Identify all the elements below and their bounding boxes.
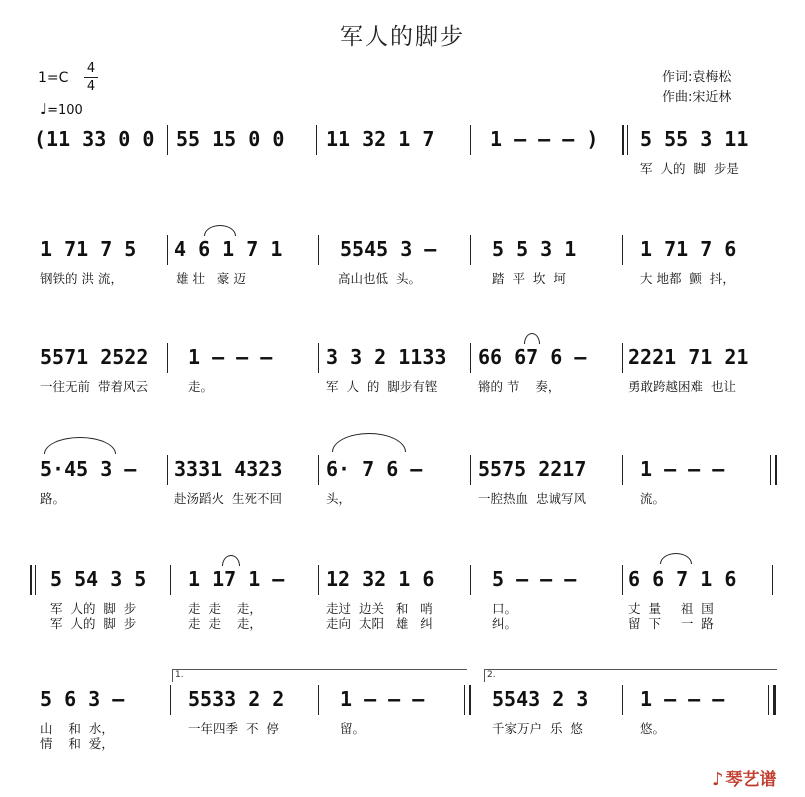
measure-2: 5533 2 2 bbox=[188, 687, 285, 711]
lyrics-line bbox=[0, 377, 805, 393]
barline bbox=[318, 455, 319, 485]
notes-line bbox=[0, 685, 805, 715]
notes-line bbox=[0, 125, 805, 155]
measure-3: 5545 3 – bbox=[340, 237, 437, 261]
barline bbox=[772, 565, 773, 595]
measure-1: 1 71 7 5 bbox=[40, 237, 137, 261]
slur bbox=[332, 433, 406, 452]
lyric-measure-2: 雄 壮 豪 迈 bbox=[176, 271, 246, 286]
measure-5: 2221 71 21 bbox=[628, 345, 749, 369]
lyric-measure-2: 走。 bbox=[188, 379, 214, 394]
measure-4: 5 5 3 1 bbox=[492, 237, 577, 261]
barline bbox=[470, 455, 471, 485]
lyric2-measure-4: 纠。 bbox=[492, 616, 518, 631]
credits bbox=[662, 68, 731, 108]
lyric-measure-4: 一腔热血 忠诚写风 bbox=[478, 491, 586, 506]
final-barline bbox=[773, 685, 776, 715]
barline bbox=[470, 565, 471, 595]
barline bbox=[470, 235, 471, 265]
lyric-measure-3: 留。 bbox=[340, 721, 366, 736]
measure-5: 1 – – – bbox=[640, 687, 725, 711]
barline bbox=[318, 343, 319, 373]
lyric-measure-3: 头， bbox=[326, 491, 352, 506]
slur bbox=[660, 553, 692, 564]
lyric2-measure-5: 留 下 一 路 bbox=[628, 616, 714, 631]
repeat-barline bbox=[469, 685, 471, 715]
repeat-barline bbox=[627, 125, 628, 155]
barline bbox=[622, 235, 623, 265]
lyric-measure-2: 一年四季 不 停 bbox=[188, 721, 279, 736]
lyrics-line bbox=[0, 269, 805, 285]
repeat-barline bbox=[464, 685, 465, 715]
lyric-measure-1: 钢铁的 洪 流， bbox=[40, 271, 123, 286]
barline bbox=[622, 565, 623, 595]
meter-bottom: 4 bbox=[84, 77, 98, 95]
measure-3: 11 32 1 7 bbox=[326, 127, 435, 151]
lyrics-line-2 bbox=[0, 614, 805, 630]
repeat-barline bbox=[775, 455, 777, 485]
measure-4: 66 67 6 – bbox=[478, 345, 587, 369]
lyric-measure-5: 丈 量 祖 国 bbox=[628, 601, 714, 616]
lyric-measure-4: 千家万户 乐 悠 bbox=[492, 721, 583, 736]
lyric-measure-1: 山 和 水， bbox=[40, 721, 114, 736]
lyric-measure-5: 军 人的 脚 步是 bbox=[640, 161, 739, 176]
notes-line bbox=[0, 343, 805, 373]
notes-line bbox=[0, 235, 805, 265]
second-ending-bracket: 2. bbox=[484, 669, 777, 682]
first-ending-bracket: 1. bbox=[172, 669, 467, 682]
measure-2: 3331 4323 bbox=[174, 457, 283, 481]
lyrics-line-1 bbox=[0, 719, 805, 735]
measure-2: 4 6 1 7 1 bbox=[174, 237, 283, 261]
key-signature: 1=C bbox=[38, 70, 69, 86]
composer: 作曲:宋近林 bbox=[662, 90, 732, 105]
repeat-barline bbox=[30, 565, 32, 595]
measure-5: 6 6 7 1 6 bbox=[628, 567, 737, 591]
tempo-marking bbox=[40, 100, 83, 118]
lyric2-measure-2: 走 走 走， bbox=[188, 616, 262, 631]
measure-3: 12 32 1 6 bbox=[326, 567, 435, 591]
measure-2: 1 17 1 – bbox=[188, 567, 285, 591]
watermark-text: 琴艺谱 bbox=[725, 770, 777, 790]
measure-2: 55 15 0 0 bbox=[176, 127, 285, 151]
song-title: 军人的脚步 bbox=[340, 24, 465, 50]
measure-3: 3 3 2 1133 bbox=[326, 345, 447, 369]
barline bbox=[470, 125, 471, 155]
measure-5: 5 55 3 11 bbox=[640, 127, 749, 151]
lyric2-measure-3: 走向 太阳 雄 纠 bbox=[326, 616, 433, 631]
repeat-barline bbox=[35, 565, 36, 595]
music-logo-icon: ♪ bbox=[712, 769, 724, 790]
measure-3: 6· 7 6 – bbox=[326, 457, 423, 481]
lyric-measure-4: 锵的 节 奏， bbox=[478, 379, 561, 394]
barline bbox=[170, 685, 171, 715]
lyric-measure-5: 大 地都 颤 抖， bbox=[640, 271, 735, 286]
repeat-barline bbox=[622, 125, 624, 155]
lyric-measure-3: 军 人 的 脚步有铿 bbox=[326, 379, 438, 394]
repeat-barline bbox=[770, 455, 771, 485]
meter-top: 4 bbox=[86, 61, 96, 76]
lyric2-measure-1: 军 人的 脚 步 bbox=[50, 616, 137, 631]
slur bbox=[44, 437, 116, 454]
measure-4: 5 – – – bbox=[492, 567, 577, 591]
barline bbox=[318, 565, 319, 595]
barline bbox=[170, 565, 171, 595]
barline bbox=[167, 455, 168, 485]
barline bbox=[167, 343, 168, 373]
lyric2-measure-1: 情 和 爱， bbox=[40, 736, 114, 751]
lyric-measure-1: 军 人的 脚 步 bbox=[50, 601, 137, 616]
notes-line bbox=[0, 455, 805, 485]
barline bbox=[470, 343, 471, 373]
lyric-measure-2: 走 走 走， bbox=[188, 601, 262, 616]
lyrics-line-2 bbox=[0, 734, 805, 750]
lyric-measure-3: 高山也低 头。 bbox=[338, 271, 421, 286]
lyric-measure-4: 口。 bbox=[492, 601, 518, 616]
lyric-measure-2: 赴汤蹈火 生死不回 bbox=[174, 491, 282, 506]
measure-1: 5 54 3 5 bbox=[50, 567, 147, 591]
lyric-measure-1: 路。 bbox=[40, 491, 66, 506]
barline bbox=[318, 685, 319, 715]
measure-1: 5571 2522 bbox=[40, 345, 149, 369]
measure-4: 1 – – – ) bbox=[490, 127, 599, 151]
lyrics-line bbox=[0, 159, 805, 175]
final-barline bbox=[768, 685, 769, 715]
measure-1: (11 33 0 0 bbox=[34, 127, 155, 151]
measure-4: 5543 2 3 bbox=[492, 687, 589, 711]
measure-4: 5575 2217 bbox=[478, 457, 587, 481]
lyrics-line-1 bbox=[0, 599, 805, 615]
barline bbox=[622, 343, 623, 373]
notes-line bbox=[0, 565, 805, 595]
measure-1: 5·45 3 – bbox=[40, 457, 137, 481]
lyrics-line bbox=[0, 489, 805, 505]
barline bbox=[316, 125, 317, 155]
barline bbox=[167, 125, 168, 155]
lyric-measure-1: 一往无前 带着风云 bbox=[40, 379, 148, 394]
measure-5: 1 71 7 6 bbox=[640, 237, 737, 261]
lyric-measure-5: 流。 bbox=[640, 491, 666, 506]
lyric-measure-3: 走过 边关 和 哨 bbox=[326, 601, 433, 616]
barline bbox=[622, 685, 623, 715]
barline bbox=[622, 455, 623, 485]
measure-1: 5 6 3 – bbox=[40, 687, 125, 711]
lyric-measure-5: 勇敢跨越困难 也让 bbox=[628, 379, 736, 394]
lyricist: 作词:袁梅松 bbox=[662, 70, 732, 85]
tempo-value: =100 bbox=[47, 103, 83, 118]
measure-2: 1 – – – bbox=[188, 345, 273, 369]
time-signature bbox=[84, 60, 98, 95]
barline bbox=[318, 235, 319, 265]
lyric-measure-5: 悠。 bbox=[640, 721, 666, 736]
watermark-logo bbox=[712, 765, 777, 790]
lyric-measure-4: 踏 平 坎 坷 bbox=[492, 271, 566, 286]
barline bbox=[167, 235, 168, 265]
measure-5: 1 – – – bbox=[640, 457, 725, 481]
quarter-note-icon: ♩ bbox=[40, 100, 48, 118]
measure-3: 1 – – – bbox=[340, 687, 425, 711]
